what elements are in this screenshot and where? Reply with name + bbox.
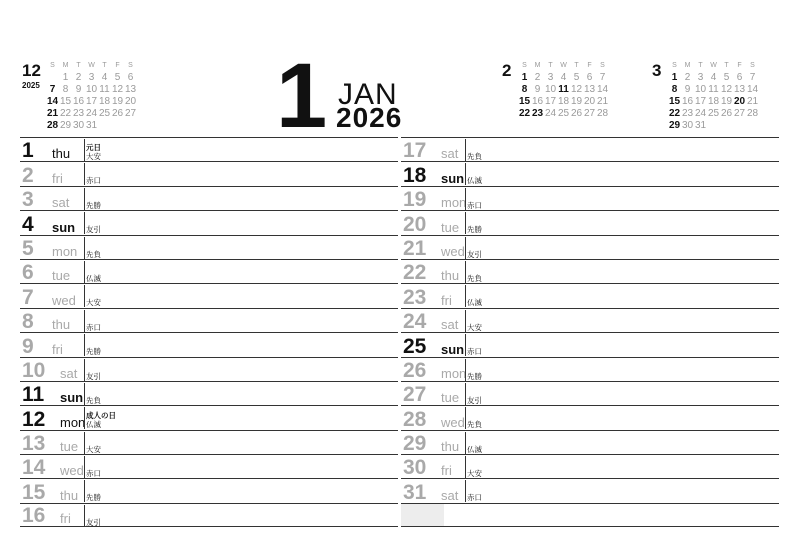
rokuyo-label: 仏滅: [467, 176, 482, 186]
day-of-week: sat: [441, 146, 459, 162]
rokuyo-label: 先勝: [467, 225, 482, 235]
day-notes: [84, 505, 101, 527]
mini-cal-weekday-header: S: [128, 62, 133, 69]
day-row[interactable]: [20, 235, 398, 259]
mini-cal-day: 17: [694, 96, 707, 107]
mini-cal-weekday-header: M: [62, 62, 69, 69]
mini-cal-weekday-header: F: [737, 62, 742, 69]
rokuyo-label: 大安: [86, 444, 101, 454]
day-row[interactable]: [401, 161, 779, 185]
day-number-cell: [401, 504, 444, 526]
day-number: 8: [22, 310, 34, 334]
day-row[interactable]: [20, 381, 398, 405]
day-number: 7: [22, 285, 34, 309]
mini-cal-day: 11: [708, 84, 719, 95]
mini-cal-day: 28: [46, 120, 59, 131]
mini-cal-day: 18: [557, 96, 570, 107]
mini-cal-day: 22: [518, 108, 531, 119]
mini-cal-day: 6: [127, 72, 134, 83]
day-row[interactable]: [401, 430, 779, 454]
day-notes: [465, 163, 482, 185]
mini-cal-day: 25: [707, 108, 720, 119]
mini-cal-day: 13: [583, 84, 596, 95]
mini-cal-day: 23: [531, 108, 544, 119]
rokuyo-label: 先負: [467, 273, 482, 283]
day-row[interactable]: [401, 137, 779, 161]
day-row[interactable]: [401, 357, 779, 381]
rokuyo-label: 赤口: [86, 469, 101, 479]
day-row[interactable]: [401, 308, 779, 332]
day-number: 24: [403, 310, 427, 334]
day-of-week: sun: [441, 341, 465, 357]
day-notes: [84, 407, 116, 429]
mini-cal-day: 9: [684, 84, 691, 95]
day-number: 9: [22, 334, 34, 358]
rokuyo-label: 仏滅: [86, 273, 101, 283]
rokuyo-label: 友引: [467, 395, 482, 405]
mini-cal-day: 30: [681, 120, 694, 131]
day-of-week: thu: [441, 268, 460, 284]
mini-cal-day: 17: [85, 96, 98, 107]
month-name: JAN: [338, 78, 398, 111]
rokuyo-label: 先勝: [86, 493, 101, 503]
mini-cal-day: 23: [72, 108, 85, 119]
day-of-week: thu: [52, 317, 71, 333]
mini-cal-day: 25: [98, 108, 111, 119]
day-number: 22: [403, 261, 427, 285]
mini-cal-day: 1: [62, 72, 69, 83]
rokuyo-label: 仏滅: [467, 444, 482, 454]
day-row[interactable]: [20, 503, 398, 527]
day-number: 6: [22, 261, 34, 285]
day-number: 5: [22, 236, 34, 260]
day-of-week: sun: [60, 390, 84, 406]
day-of-week: tue: [52, 268, 71, 284]
mini-cal-day: 5: [114, 72, 121, 83]
mini-cal-day: 29: [668, 120, 681, 131]
rokuyo-label: 先勝: [86, 200, 101, 210]
mini-cal-day: 27: [583, 108, 596, 119]
day-notes: [84, 383, 101, 405]
mini-cal-day: 29: [59, 120, 72, 131]
rokuyo-label: 赤口: [467, 200, 482, 210]
day-of-week: mon: [60, 414, 86, 430]
mini-cal-weekday-header: S: [600, 62, 605, 69]
mini-cal-day: 11: [558, 84, 569, 95]
day-of-week: sat: [60, 365, 78, 381]
mini-cal-day: [707, 120, 720, 132]
day-row[interactable]: [20, 454, 398, 478]
mini-cal-weekday-header: W: [560, 62, 567, 69]
mini-cal-weekday-header: T: [102, 62, 107, 69]
mini-cal-day: 17: [544, 96, 557, 107]
mini-cal-day: [124, 120, 137, 132]
mini-calendar-dec: [46, 60, 137, 132]
rokuyo-label: 仏滅: [86, 420, 101, 430]
rokuyo-label: 友引: [86, 517, 101, 527]
mini-cal-day: 31: [694, 120, 707, 131]
month-number: 1: [276, 45, 328, 147]
mini-cal-day: 14: [596, 84, 609, 95]
mini-cal-day: 20: [733, 96, 746, 107]
mini-cal-day: 3: [697, 72, 704, 83]
day-of-week: thu: [52, 146, 71, 162]
mini-cal-day: 8: [62, 84, 69, 95]
day-number: 10: [22, 358, 46, 382]
mini-cal-weekday-header: T: [548, 62, 553, 69]
day-row[interactable]: [401, 503, 779, 527]
day-row[interactable]: [20, 430, 398, 454]
day-number: 31: [403, 480, 427, 504]
day-row[interactable]: [20, 259, 398, 283]
day-of-week: thu: [60, 487, 79, 503]
mini-cal-day: 22: [668, 108, 681, 119]
day-row[interactable]: [20, 405, 398, 429]
mini-calendar-mar: [668, 60, 759, 132]
day-notes: [465, 188, 482, 210]
day-row[interactable]: [401, 235, 779, 259]
rokuyo-label: 友引: [86, 225, 101, 235]
mini-cal-weekday-header: F: [115, 62, 120, 69]
day-notes: [465, 359, 482, 381]
day-of-week: sun: [441, 170, 465, 186]
mini-cal-weekday-header: S: [50, 62, 55, 69]
day-row[interactable]: [401, 405, 779, 429]
mini-cal-day: 28: [596, 108, 609, 119]
rokuyo-label: 先勝: [86, 347, 101, 357]
day-notes: [465, 237, 482, 259]
day-notes: [465, 261, 482, 283]
rokuyo-label: 赤口: [467, 347, 482, 357]
mini-cal-weekday-header: W: [88, 62, 95, 69]
day-notes: [84, 188, 101, 210]
day-number: 18: [403, 163, 427, 187]
rokuyo-label: 大安: [86, 152, 101, 161]
day-number: 25: [403, 334, 427, 358]
mini-cal-weekday-header: M: [534, 62, 541, 69]
mini-cal-weekday-header: T: [698, 62, 703, 69]
day-number: 20: [403, 212, 427, 236]
mini-cal-day: 26: [720, 108, 733, 119]
day-of-week: fri: [52, 170, 63, 186]
year-label: 2026: [336, 102, 403, 133]
mini-cal-day: 18: [98, 96, 111, 107]
day-notes: [84, 163, 101, 185]
rokuyo-label: 友引: [467, 249, 482, 259]
day-row[interactable]: [20, 308, 398, 332]
mini-cal-weekday-header: S: [522, 62, 527, 69]
day-of-week: sat: [52, 195, 70, 211]
rokuyo-label: 先勝: [467, 371, 482, 381]
rokuyo-label: 大安: [467, 322, 482, 332]
day-notes: [84, 310, 101, 332]
day-of-week: wed: [441, 414, 465, 430]
day-number: 27: [403, 383, 427, 407]
mini-cal-day: 27: [124, 108, 137, 119]
mini-cal-day: 7: [599, 72, 606, 83]
day-notes: [84, 334, 101, 356]
mini-cal-day: 3: [88, 72, 95, 83]
mini-cal-day: 27: [733, 108, 746, 119]
mini-cal-day: [746, 120, 759, 132]
day-number: 14: [22, 456, 46, 480]
day-of-week: fri: [60, 511, 71, 527]
mini-cal-day: 13: [733, 84, 746, 95]
day-notes: [84, 359, 101, 381]
day-of-week: thu: [441, 439, 460, 455]
day-notes: [465, 456, 482, 478]
mini-calendar-feb: [518, 60, 609, 120]
mini-cal-day: 19: [720, 96, 733, 107]
day-number: 30: [403, 456, 427, 480]
mini-cal-day: 7: [49, 84, 56, 95]
rokuyo-label: 友引: [86, 371, 101, 381]
mini-cal-day: 22: [59, 108, 72, 119]
rokuyo-label: 大安: [86, 298, 101, 308]
day-row[interactable]: [401, 332, 779, 356]
mini-cal-weekday-header: M: [684, 62, 691, 69]
mini-cal-weekday-header: F: [587, 62, 592, 69]
mini-cal-mar-number: 3: [652, 61, 662, 80]
mini-cal-day: 21: [746, 96, 759, 107]
rokuyo-label: 先負: [86, 249, 101, 259]
mini-cal-day: 11: [99, 84, 110, 95]
mini-cal-day: [733, 120, 746, 132]
mini-cal-day: 18: [707, 96, 720, 107]
days-column-right: [401, 137, 779, 527]
day-of-week: mon: [441, 365, 467, 381]
day-notes: [84, 285, 101, 307]
mini-cal-day: 12: [111, 84, 124, 95]
mini-cal-day: 2: [75, 72, 82, 83]
day-notes: [465, 310, 482, 332]
day-of-week: mon: [52, 243, 78, 259]
rokuyo-label: 先負: [467, 152, 482, 161]
mini-cal-day: 1: [671, 72, 678, 83]
day-notes: [465, 407, 482, 429]
mini-cal-day: 8: [521, 84, 528, 95]
day-row[interactable]: [401, 210, 779, 234]
holiday-name: 成人の日: [86, 411, 116, 421]
mini-cal-day: 30: [72, 120, 85, 131]
mini-cal-day: 5: [723, 72, 730, 83]
day-number: 16: [22, 504, 46, 528]
day-row[interactable]: [401, 283, 779, 307]
day-notes: [84, 456, 101, 478]
mini-cal-day: [98, 120, 111, 132]
day-notes: [465, 212, 482, 234]
mini-cal-day: 26: [570, 108, 583, 119]
day-number: 26: [403, 358, 427, 382]
mini-cal-day: 1: [521, 72, 528, 83]
mini-cal-day: 4: [101, 72, 108, 83]
day-of-week: tue: [441, 390, 460, 406]
day-notes: [84, 212, 101, 234]
day-number: 13: [22, 432, 46, 456]
day-of-week: mon: [441, 195, 467, 211]
mini-cal-day: [111, 120, 124, 132]
day-notes: [465, 285, 482, 307]
day-of-week: wed: [52, 292, 76, 308]
mini-cal-dec-number: 12: [22, 61, 41, 80]
mini-cal-day: 6: [586, 72, 593, 83]
mini-cal-day: 4: [710, 72, 717, 83]
mini-cal-weekday-header: T: [724, 62, 729, 69]
mini-cal-day: 20: [124, 96, 137, 107]
mini-cal-day: 4: [560, 72, 567, 83]
day-notes: [465, 383, 482, 405]
day-notes: [84, 480, 101, 502]
mini-cal-day: 8: [671, 84, 678, 95]
day-of-week: tue: [441, 219, 460, 235]
day-of-week: fri: [52, 341, 63, 357]
mini-cal-day: 15: [59, 96, 72, 107]
day-of-week: wed: [441, 243, 465, 259]
rokuyo-label: 大安: [467, 469, 482, 479]
mini-cal-dec-year: 2025: [22, 81, 40, 90]
mini-cal-day: 16: [531, 96, 544, 107]
day-of-week: sat: [441, 317, 459, 333]
mini-cal-day: 12: [720, 84, 733, 95]
days-column-left: [20, 137, 398, 527]
rokuyo-label: 赤口: [86, 176, 101, 186]
mini-cal-day: 21: [46, 108, 59, 119]
day-notes: [84, 139, 101, 161]
day-number: 2: [22, 163, 34, 187]
mini-cal-day: 2: [534, 72, 541, 83]
day-row[interactable]: [401, 478, 779, 502]
day-of-week: sun: [52, 219, 76, 235]
day-number: 3: [22, 188, 34, 212]
day-of-week: wed: [60, 463, 84, 479]
mini-cal-day: 24: [694, 108, 707, 119]
rokuyo-label: 仏滅: [467, 298, 482, 308]
mini-cal-day: 9: [75, 84, 82, 95]
mini-cal-day: [720, 120, 733, 132]
day-row[interactable]: [20, 161, 398, 185]
day-number: 23: [403, 285, 427, 309]
mini-cal-day: 19: [570, 96, 583, 107]
day-row[interactable]: [401, 186, 779, 210]
mini-cal-day: 2: [684, 72, 691, 83]
mini-cal-weekday-header: T: [574, 62, 579, 69]
day-of-week: sat: [441, 487, 459, 503]
day-number: 15: [22, 480, 46, 504]
mini-cal-day: 28: [746, 108, 759, 119]
day-number: 4: [22, 212, 34, 236]
mini-cal-feb-number: 2: [502, 61, 512, 80]
day-row[interactable]: [401, 381, 779, 405]
mini-cal-day: 25: [557, 108, 570, 119]
mini-cal-day: 19: [111, 96, 124, 107]
day-of-week: fri: [441, 463, 452, 479]
day-notes: [84, 432, 101, 454]
mini-cal-day: 26: [111, 108, 124, 119]
mini-cal-day: 23: [681, 108, 694, 119]
mini-cal-weekday-header: S: [672, 62, 677, 69]
day-row[interactable]: [20, 186, 398, 210]
day-number: 28: [403, 407, 427, 431]
mini-cal-day: 16: [681, 96, 694, 107]
mini-cal-day: 6: [736, 72, 743, 83]
day-row[interactable]: [20, 478, 398, 502]
mini-cal-weekday-header: W: [710, 62, 717, 69]
holiday-name: 元日: [86, 143, 101, 152]
day-notes: [84, 261, 101, 283]
mini-cal-day: [46, 72, 59, 84]
day-number: 12: [22, 407, 46, 431]
mini-cal-day: 13: [124, 84, 137, 95]
mini-cal-day: 16: [72, 96, 85, 107]
day-notes: [84, 237, 101, 259]
day-notes: [465, 334, 482, 356]
rokuyo-label: 赤口: [467, 493, 482, 503]
mini-cal-day: 10: [85, 84, 98, 95]
mini-cal-day: 24: [544, 108, 557, 119]
mini-cal-day: 24: [85, 108, 98, 119]
mini-cal-day: 21: [596, 96, 609, 107]
mini-cal-day: 5: [573, 72, 580, 83]
day-number: 29: [403, 432, 427, 456]
day-row[interactable]: [20, 357, 398, 381]
rokuyo-label: 先負: [86, 395, 101, 405]
rokuyo-label: 先負: [467, 420, 482, 430]
day-number: 19: [403, 188, 427, 212]
mini-cal-day: 9: [534, 84, 541, 95]
mini-cal-weekday-header: T: [76, 62, 81, 69]
day-notes: [465, 432, 482, 454]
mini-cal-day: 7: [749, 72, 756, 83]
mini-cal-day: 14: [746, 84, 759, 95]
mini-cal-day: 31: [85, 120, 98, 131]
mini-cal-day: 10: [544, 84, 557, 95]
day-notes: [465, 139, 482, 161]
mini-cal-day: 15: [518, 96, 531, 107]
rokuyo-label: 赤口: [86, 322, 101, 332]
day-of-week: tue: [60, 439, 79, 455]
day-number: 21: [403, 236, 427, 260]
mini-cal-day: 14: [46, 96, 59, 107]
day-row[interactable]: [20, 283, 398, 307]
mini-cal-day: 12: [570, 84, 583, 95]
day-row[interactable]: [20, 137, 398, 161]
day-row[interactable]: [20, 332, 398, 356]
mini-cal-day: 15: [668, 96, 681, 107]
mini-cal-weekday-header: S: [750, 62, 755, 69]
day-row[interactable]: [401, 259, 779, 283]
day-row[interactable]: [20, 210, 398, 234]
day-notes: [465, 480, 482, 502]
mini-cal-day: 10: [694, 84, 707, 95]
day-number: 1: [22, 139, 34, 163]
day-number: 17: [403, 139, 427, 163]
day-row[interactable]: [401, 454, 779, 478]
day-of-week: fri: [441, 292, 452, 308]
mini-cal-day: 20: [583, 96, 596, 107]
mini-cal-day: 3: [547, 72, 554, 83]
day-number: 11: [22, 383, 45, 407]
